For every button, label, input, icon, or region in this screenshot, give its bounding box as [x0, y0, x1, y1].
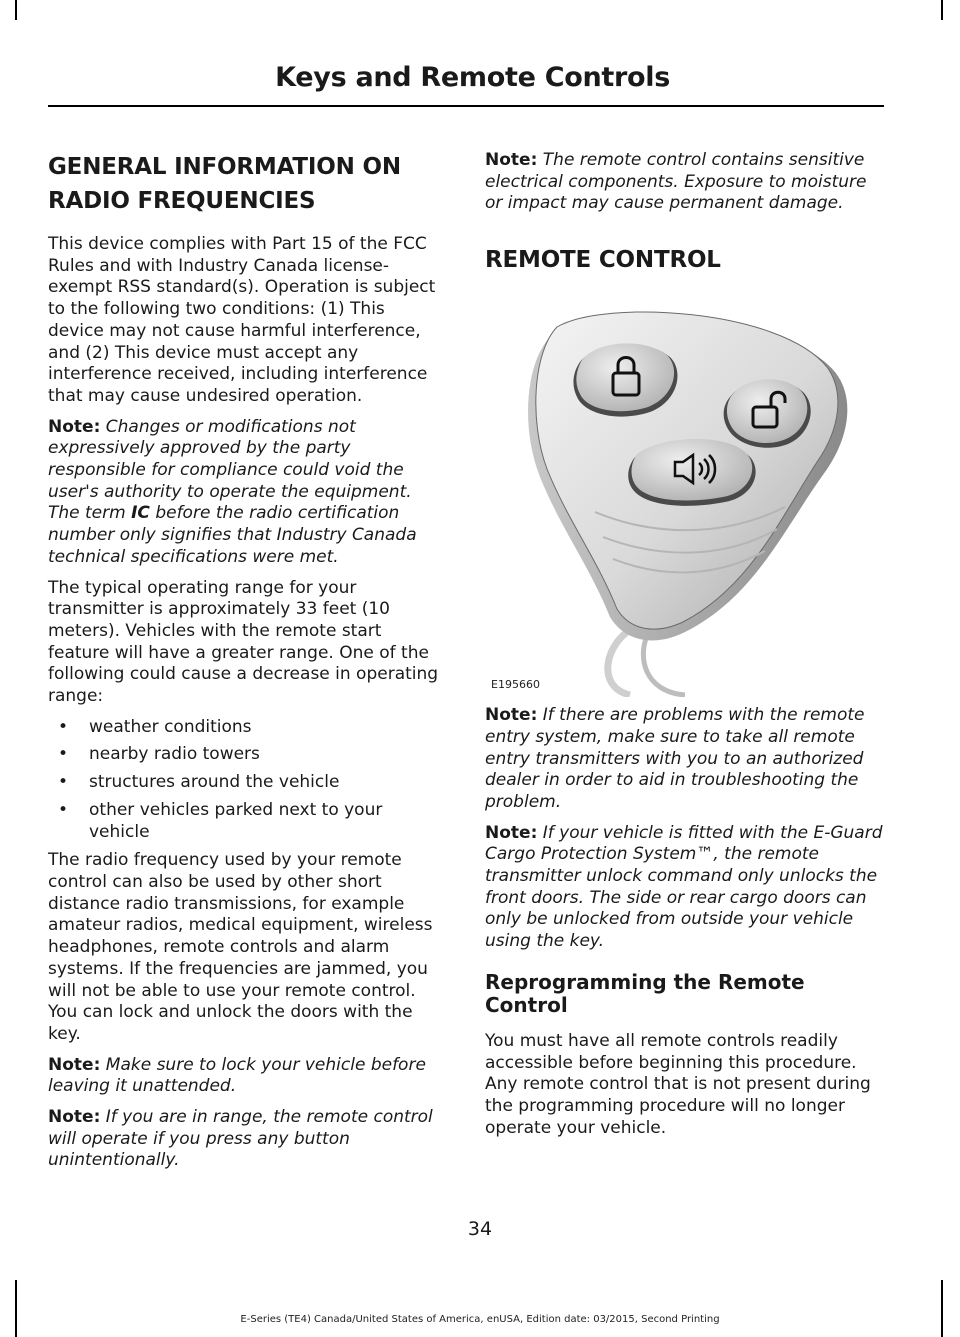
subheading-reprogramming: Reprogramming the Remote Control [485, 969, 805, 1017]
note-unintentional-press: Note: If you are in range, the remote control will operate if you press any button unintentionally. [48, 1107, 433, 1171]
section-heading-radio-frequencies: GENERAL INFORMATION ON RADIO FREQUENCIES [48, 154, 401, 214]
note-label: Note: [48, 416, 101, 437]
bullet-icon: • [58, 772, 69, 793]
section-heading-remote-control: REMOTE CONTROL [485, 247, 721, 274]
footer-edition-info: E-Series (TE4) Canada/United States of America, enUSA, Edition date: 03/2015, Second Printing [240, 1314, 720, 1325]
ic-term: IC [131, 503, 150, 524]
note-label: Note: [485, 822, 538, 843]
crop-mark [941, 1280, 943, 1337]
note-label: Note: [48, 1107, 101, 1128]
right-column [485, 150, 883, 1148]
crop-mark [941, 0, 943, 20]
reprogramming-paragraph: You must have all remote controls readily accessible before beginning this procedure. Any remote control that is not present during the programming procedure will no longer operate your vehicle. [485, 1030, 871, 1138]
range-factors-list [48, 717, 446, 844]
note-sensitive-components: Note: The remote control contains sensitive electrical components. Exposure to moisture or impact may cause permanent damage. [485, 150, 867, 214]
note-label: Note: [48, 1054, 101, 1075]
note-remote-entry-problems: Note: If there are problems with the remote entry system, make sure to take all remote entry transmitters with you to an authorized dealer in order to aid in troubleshooting the problem. [485, 705, 865, 812]
list-item: • nearby radio towers [58, 744, 260, 765]
figure-code: E195660 [491, 678, 540, 692]
crop-mark [15, 0, 17, 20]
header-rule [48, 105, 884, 107]
bullet-icon: • [58, 744, 69, 765]
panic-button-icon [628, 439, 755, 506]
page-header-title: Keys and Remote Controls [275, 62, 670, 93]
note-label: Note: [485, 150, 538, 170]
crop-mark [15, 1280, 17, 1337]
bullet-icon: • [58, 799, 69, 820]
compliance-paragraph: This device complies with Part 15 of the FCC Rules and with Industry Canada license-exempt RSS standard(s). Operation is subject to the following two conditions: (1) This device may not cause harmful interference, and (2) This device must accept any interference received, including interference that may cause undesired operation. [48, 234, 436, 406]
remote-fob-illustration [485, 297, 870, 697]
note-e-guard: Note: If your vehicle is fitted with the E-Guard Cargo Protection System™, the remote transmitter unlock command only unlocks the front doors. The side or rear cargo doors can only be unlocked from outside your vehicle using the key. [485, 822, 883, 952]
list-item: • weather conditions [58, 716, 252, 737]
frequency-sharing-paragraph: The radio frequency used by your remote control can also be used by other short distance radio transmissions, for example amateur radios, medical equipment, wireless headphones, remote controls and alarm systems. If the frequencies are jammed, you will not be able to use your remote control. You can lock and unlock the doors with the key. [48, 850, 433, 1044]
operating-range-paragraph: The typical operating range for your transmitter is approximately 33 feet (10 meters). Vehicles with the remote start feature will have a greater range. One of the following could cause a decrease in operating range: [48, 577, 439, 707]
note-modifications: Note: Changes or modifications not expressively approved by the party responsible for compliance could void the user's authority to operate the equipment. The term IC before the radio certification number only signifies that Industry Canada technical specifications were met. [48, 416, 417, 567]
list-item: • structures around the vehicle [58, 772, 340, 793]
list-item: • other vehicles parked next to your vehicle [58, 799, 383, 842]
left-column [48, 150, 446, 1181]
note-lock-vehicle: Note: Make sure to lock your vehicle before leaving it unattended. [48, 1054, 426, 1097]
remote-control-figure [485, 297, 870, 697]
bullet-icon: • [58, 716, 69, 737]
page-number: 34 [467, 1218, 493, 1240]
note-label: Note: [485, 705, 538, 726]
